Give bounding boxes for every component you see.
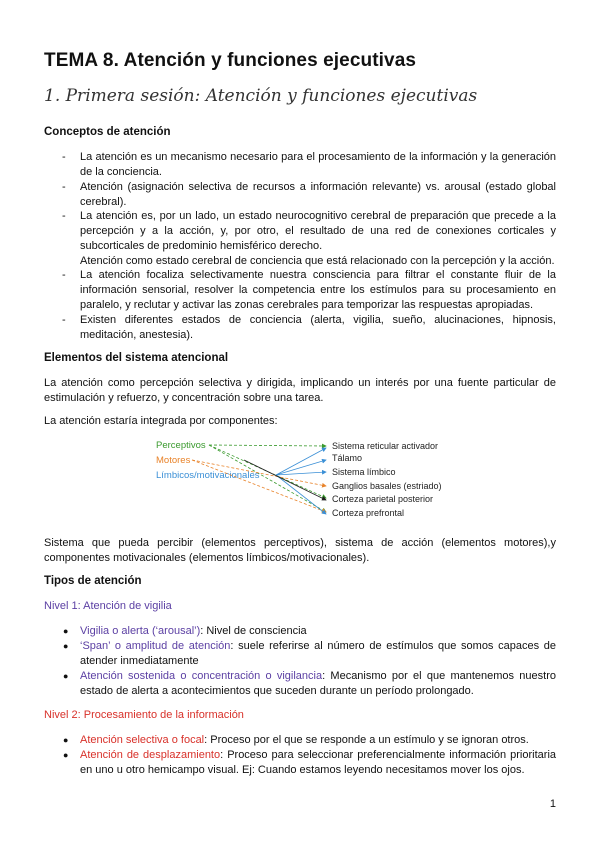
dash-bullet: - bbox=[62, 314, 66, 326]
heading-conceptos: Conceptos de atención bbox=[44, 126, 171, 138]
bullet-dot: ● bbox=[63, 641, 69, 651]
elementos-para-1: La atención como percepción selectiva y dirigida, implicando un interés por una fuente particular de estimulación y refuerzo, y concentración sobre una tarea. bbox=[44, 377, 556, 404]
page-number: 1 bbox=[549, 798, 556, 810]
nivel1-item-3 bbox=[80, 669, 556, 699]
arrow-limbicos-sra bbox=[276, 448, 326, 475]
bullet-dot: ● bbox=[63, 735, 69, 745]
concepto-item-3: La atención es, por un lado, un estado neurocognitivo cerebral de preparación que precede a la percepción y a la acción, y, por otro, el resultado de una red de conexiones corticales y subcorticales de predominio hemisférico derecho. bbox=[80, 210, 556, 252]
arrow-perceptivos-sra bbox=[209, 445, 326, 446]
elementos-para-2: La atención estaría integrada por componentes: bbox=[44, 415, 278, 427]
dash-bullet: - bbox=[62, 210, 66, 222]
term: Atención de desplazamiento bbox=[80, 749, 221, 761]
nivel1-item-1 bbox=[80, 624, 556, 639]
term: Atención selectiva o focal bbox=[80, 734, 205, 746]
components-diagram bbox=[44, 436, 556, 526]
section-subtitle: 1. Primera sesión: Atención y funciones ejecutivas bbox=[44, 86, 478, 106]
arrow-motores-prefrontal bbox=[192, 460, 326, 512]
nivel2-item-1 bbox=[80, 733, 556, 748]
nivel1-item-2 bbox=[80, 639, 556, 669]
nivel2-item-2 bbox=[80, 748, 556, 778]
term: Vigilia o alerta (‘arousal’) bbox=[80, 625, 201, 637]
term: ‘Span’ o amplitud de atención bbox=[80, 640, 231, 652]
dash-bullet: - bbox=[62, 181, 66, 193]
heading-tipos: Tipos de atención bbox=[44, 575, 142, 587]
concepto-item-6: Existen diferentes estados de conciencia (alerta, vigilia, sueño, alucinaciones, hipnosis, meditación, anestesia). bbox=[80, 314, 556, 341]
definition: : Proceso por el que se responde a un estímulo y se ignoran otros. bbox=[204, 734, 529, 746]
concepto-item-5: La atención focaliza selectivamente nuestra consciencia para filtrar el constante fluir de la información sensorial, resolver la competencia entre los estímulos para su procesamiento en paralelo, y reclutar y activar las zonas cerebrales para temporizar las respuestas apropiadas. bbox=[80, 269, 556, 311]
elementos-para-3: Sistema que pueda percibir (elementos perceptivos), sistema de acción (elementos motores),y componentes motivacionales (elementos límbicos/motivacionales). bbox=[44, 537, 556, 564]
definition: : Mecanismo por el que mantenemos nuestro estado de alerta a acontecimientos que suceden durante un período prolongado. bbox=[80, 670, 556, 697]
definition: : suele referirse al número de estímulos que somos capaces de atender inmediatamente bbox=[80, 640, 556, 667]
nivel-1-label: Nivel 1: Atención de vigilia bbox=[44, 600, 172, 612]
dash-bullet: - bbox=[62, 151, 66, 163]
diagram-target-sra: Sistema reticular activador bbox=[332, 441, 439, 451]
term: Atención sostenida o concentración o vigilancia bbox=[80, 670, 323, 682]
definition: : Proceso para seleccionar preferencialmente información prioritaria en uno u otro hemicampo visual. Ej: Cuando estamos leyendo necesitamos mover los ojos. bbox=[80, 749, 556, 776]
definition: : Nivel de consciencia bbox=[200, 625, 307, 637]
document-title: TEMA 8. Atención y funciones ejecutivas bbox=[44, 50, 417, 71]
diagram-target-talamo: Tálamo bbox=[332, 453, 363, 463]
diagram-target-parietal: Corteza parietal posterior bbox=[332, 494, 434, 504]
diagram-target-prefrontal: Corteza prefrontal bbox=[332, 508, 405, 518]
concepto-item-2: Atención (asignación selectiva de recursos a información relevante) vs. arousal (estado global cerebral). bbox=[80, 181, 556, 208]
dash-bullet: - bbox=[62, 269, 66, 281]
diagram-target-ganglios: Ganglios basales (estriado) bbox=[332, 481, 442, 491]
diagram-label-limbicos: Límbicos/motivacionales bbox=[156, 470, 260, 481]
heading-elementos: Elementos del sistema atencional bbox=[44, 352, 229, 364]
bullet-dot: ● bbox=[63, 626, 69, 636]
bullet-dot: ● bbox=[63, 671, 69, 681]
diagram-target-limbico: Sistema límbico bbox=[332, 467, 396, 477]
concepto-item-4: Atención como estado cerebral de conciencia que está relacionado con la percepción y la acción. bbox=[80, 255, 555, 267]
bullet-dot: ● bbox=[63, 750, 69, 760]
diagram-label-perceptivos: Perceptivos bbox=[156, 440, 206, 451]
concepto-item-1: La atención es un mecanismo necesario para el procesamiento de la información y la generación de la conciencia. bbox=[80, 151, 556, 178]
diagram-label-motores: Motores bbox=[156, 455, 191, 466]
nivel-2-label: Nivel 2: Procesamiento de la información bbox=[44, 709, 244, 721]
